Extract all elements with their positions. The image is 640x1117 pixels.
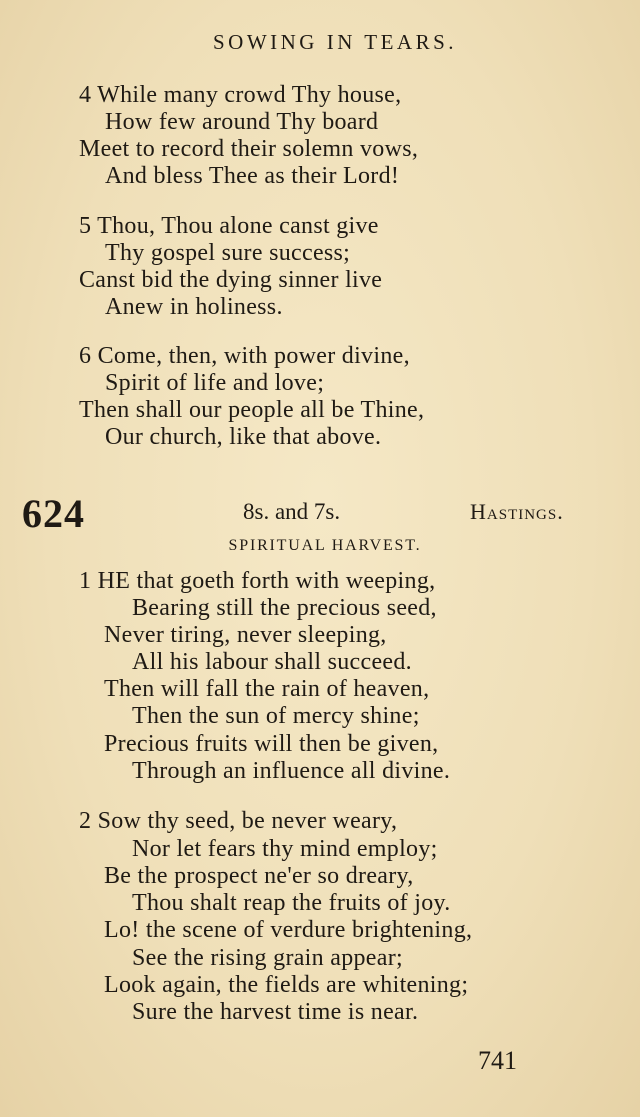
verse-line: Lo! the scene of verdure brightening,: [104, 917, 473, 943]
verse-line: 6 Come, then, with power divine,: [79, 343, 410, 369]
verse-line: Precious fruits will then be given,: [104, 731, 439, 757]
page-number: 741: [478, 1046, 517, 1075]
verse-line: Then the sun of mercy shine;: [132, 703, 420, 729]
verse-line: Thy gospel sure success;: [105, 240, 351, 266]
verse-line: Our church, like that above.: [105, 424, 382, 450]
verse-line: See the rising grain appear;: [132, 945, 403, 971]
verse-line: Sure the harvest time is near.: [132, 999, 419, 1025]
verse-line: Spirit of life and love;: [105, 370, 325, 396]
hymn-number: 624: [22, 491, 85, 536]
verse-line: Anew in holiness.: [105, 294, 283, 320]
hymn-meter: 8s. and 7s.: [243, 499, 341, 524]
verse-line: 2 Sow thy seed, be never weary,: [79, 808, 398, 834]
verse-line: Thou shalt reap the fruits of joy.: [132, 890, 451, 916]
verse-line: Bearing still the precious seed,: [132, 595, 437, 621]
verse-line: Be the prospect ne'er so dreary,: [104, 863, 414, 889]
verse-line: Then will fall the rain of heaven,: [104, 676, 430, 702]
verse-line: Look again, the fields are whitening;: [104, 972, 469, 998]
verse-line: 4 While many crowd Thy house,: [79, 82, 402, 108]
verse-line: Canst bid the dying sinner live: [79, 267, 383, 293]
verse-line: Then shall our people all be Thine,: [79, 397, 425, 423]
hymn-tune: Hastings.: [470, 499, 564, 524]
verse-line: Through an influence all divine.: [132, 758, 451, 784]
verse-line: Nor let fears thy mind employ;: [132, 836, 438, 862]
verse-line: And bless Thee as their Lord!: [105, 163, 400, 189]
verse-line: 1 HE that goeth forth with weeping,: [79, 568, 436, 594]
verse-line: 5 Thou, Thou alone canst give: [79, 213, 379, 239]
verse-line: How few around Thy board: [105, 109, 379, 135]
verse-line: Never tiring, never sleeping,: [104, 622, 387, 648]
running-header: SOWING IN TEARS.: [212, 30, 458, 54]
verse-line: Meet to record their solemn vows,: [79, 136, 419, 162]
verse-line: All his labour shall succeed.: [132, 649, 412, 675]
hymn-subtitle: SPIRITUAL HARVEST.: [228, 537, 422, 554]
